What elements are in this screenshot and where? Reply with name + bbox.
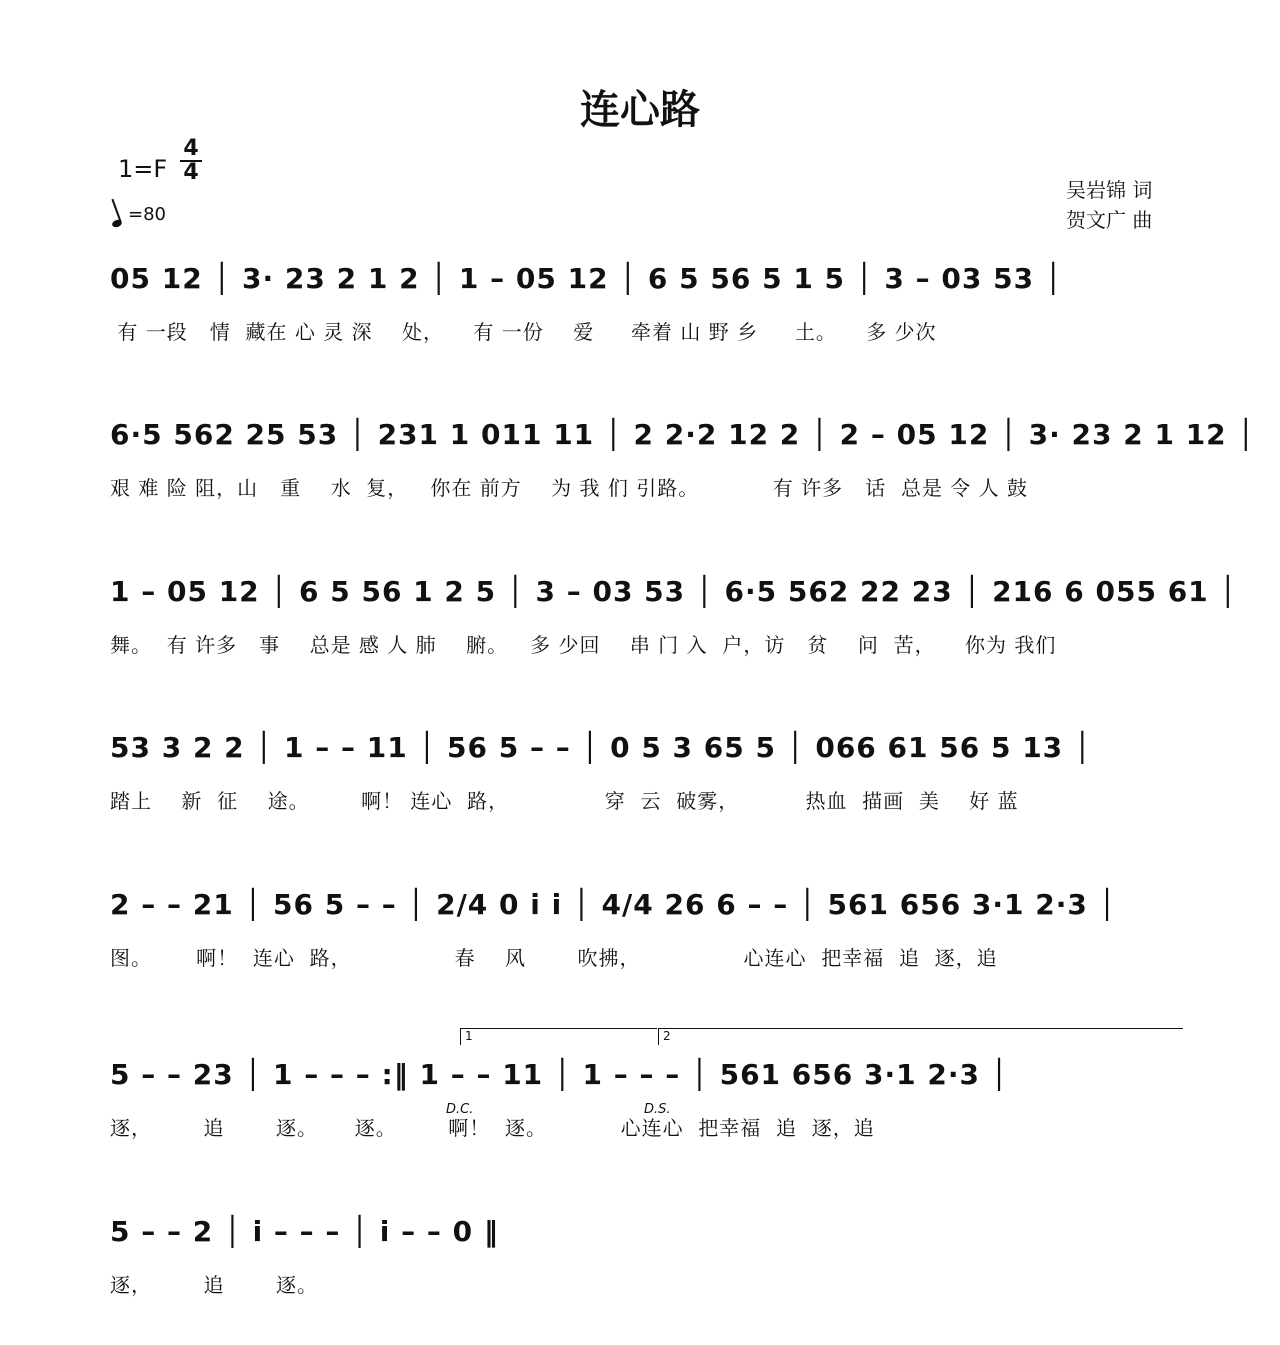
lyrics-line-5: 图。 啊！ 连心 路， 春 风 吹拂， 心连心 把幸福 追 逐，追 bbox=[110, 946, 998, 970]
lyrics-line-2: 艰 难 险 阻，山 重 水 复， 你在 前方 为 我 们 引路。 有 许多 话 总是 令 人 鼓 bbox=[110, 476, 1029, 500]
second-ending-bracket bbox=[658, 1028, 1183, 1045]
first-ending-number: 1 bbox=[465, 1029, 473, 1043]
dc-mark: D.C. bbox=[446, 1102, 474, 1117]
time-signature-top: 4 bbox=[180, 138, 202, 162]
time-signature-bottom: 4 bbox=[183, 160, 199, 185]
second-ending-number: 2 bbox=[663, 1029, 671, 1043]
tempo-value: =80 bbox=[128, 204, 166, 225]
notes-line-3: 1 – 05 12 │ 6 5 56 1 2 5 │ 3 – 03 53 │ 6·5 562 22 23 │ 216 6 055 61 │ bbox=[110, 575, 1238, 608]
staff-line-5 bbox=[110, 888, 1182, 971]
lyricist-credit: 吴岩锦 词 bbox=[1066, 178, 1153, 202]
staff-line-1 bbox=[110, 262, 1182, 345]
first-ending-bracket bbox=[460, 1028, 657, 1045]
lyrics-line-6: 逐， 追 逐。 逐。 啊！ 逐。 心连心 把幸福 追 逐，追 bbox=[110, 1116, 875, 1140]
lyrics-line-1: 有 一段 情 藏在 心 灵 深 处， 有 一份 爱 牵着 山 野 乡 土。 多 少次 bbox=[110, 320, 937, 344]
song-title: 连心路 bbox=[580, 86, 700, 133]
lyrics-line-4: 踏上 新 征 途。 啊！ 连心 路， 穿 云 破雾， 热血 描画 美 好 蓝 bbox=[110, 789, 1019, 813]
notes-line-6: 5 – – 23 │ 1 – – – :‖ 1 – – 11 │ 1 – – – │ 561 656 3·1 2·3 │ bbox=[110, 1058, 1009, 1091]
credits bbox=[1066, 175, 1152, 235]
lyrics-line-3: 舞。 有 许多 事 总是 感 人 肺 腑。 多 少回 串 门 入 户，访 贫 问 苦， 你为 我们 bbox=[110, 633, 1057, 657]
time-signature bbox=[180, 138, 202, 184]
staff-line-4 bbox=[110, 731, 1182, 814]
composer-credit: 贺文广 曲 bbox=[1066, 208, 1153, 232]
staff-line-2 bbox=[110, 418, 1256, 501]
notes-line-2: 6·5 562 25 53 │ 231 1 011 11 │ 2 2·2 12 2 │ 2 – 05 12 │ 3· 23 2 1 12 │ bbox=[110, 418, 1256, 451]
lyrics-line-7: 逐， 追 逐。 bbox=[110, 1273, 319, 1297]
notes-line-7: 5 – – 2 │ i – – – │ i – – 0 ‖ bbox=[110, 1215, 499, 1248]
quarter-note-icon bbox=[111, 219, 123, 229]
staff-line-7 bbox=[110, 1215, 1182, 1298]
notes-line-4: 53 3 2 2 │ 1 – – 11 │ 56 5 – – │ 0 5 3 65 5 │ 066 61 56 5 13 │ bbox=[110, 731, 1092, 764]
notes-line-1: 05 12 │ 3· 23 2 1 2 │ 1 – 05 12 │ 6 5 56 5 1 5 │ 3 – 03 53 │ bbox=[110, 262, 1063, 295]
notes-line-5: 2 – – 21 │ 56 5 – – │ 2/4 0 i i │ 4/4 26 6 – – │ 561 656 3·1 2·3 │ bbox=[110, 888, 1117, 921]
ds-mark: D.S. bbox=[644, 1102, 671, 1117]
key-signature: 1=F bbox=[118, 155, 168, 183]
staff-line-3 bbox=[110, 575, 1238, 658]
tempo-marking bbox=[112, 202, 166, 227]
staff-line-6 bbox=[110, 1058, 1182, 1141]
